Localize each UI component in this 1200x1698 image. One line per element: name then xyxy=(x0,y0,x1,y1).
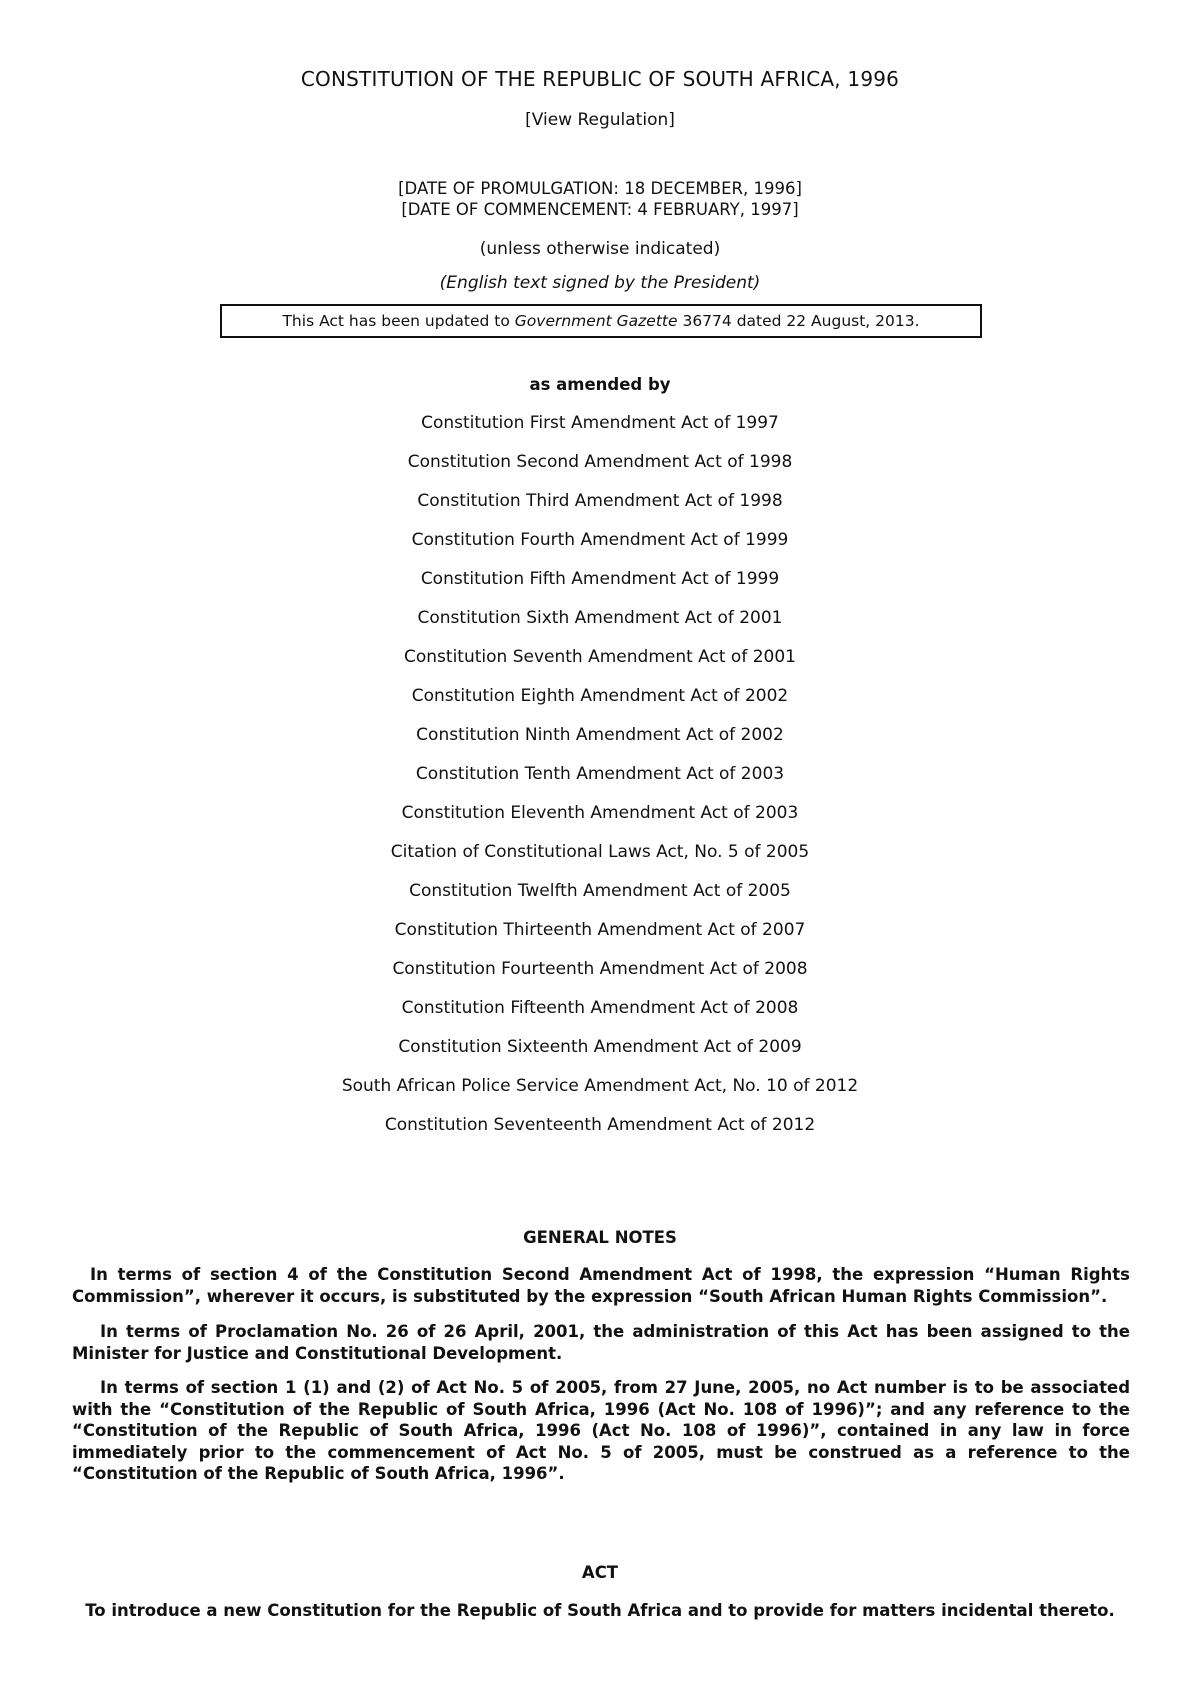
update-notice-suffix: 36774 dated 22 August, 2013. xyxy=(677,312,920,330)
general-note: In terms of section 1 (1) and (2) of Act No. 5 of 2005, from 27 June, 2005, no Act number is to be associated with the “Constitution of the Republic of South Africa, 1996 (Act No. 108 of 1996)”; and any reference to the “Constitution of the Republic of South Africa, 1996 (Act No. 108 of 1996)”, contained in any law in force immediately prior to the commencement of Act No. 5 of 2005, must be construed as a reference to the “Constitution of the Republic of South Africa, 1996”. xyxy=(72,1378,1130,1483)
view-regulation-link[interactable]: [View Regulation] xyxy=(525,110,675,130)
amendment-item: Constitution Second Amendment Act of 1998 xyxy=(407,452,793,472)
document-title: CONSTITUTION OF THE REPUBLIC OF SOUTH AFRICA, 1996 xyxy=(300,67,900,91)
amendment-item: Constitution Fifteenth Amendment Act of 2008 xyxy=(401,998,799,1018)
update-notice-prefix: This Act has been updated to xyxy=(282,312,515,330)
amended-by-heading: as amended by xyxy=(529,375,671,394)
gazette-name: Government Gazette xyxy=(514,312,678,330)
amendment-item: Constitution Twelfth Amendment Act of 2005 xyxy=(409,881,791,901)
amendment-item: Constitution Tenth Amendment Act of 2003 xyxy=(415,764,785,784)
amendment-item: Constitution Sixteenth Amendment Act of 2009 xyxy=(398,1037,802,1057)
amendment-item: Constitution Eleventh Amendment Act of 2003 xyxy=(401,803,799,823)
amendment-item: South African Police Service Amendment Act, No. 10 of 2012 xyxy=(341,1076,859,1096)
unless-note: (unless otherwise indicated) xyxy=(479,239,721,259)
promulgation-date: [DATE OF PROMULGATION: 18 DECEMBER, 1996] xyxy=(398,179,802,198)
amendment-item: Constitution Seventeenth Amendment Act of 2012 xyxy=(384,1115,816,1135)
amendment-list xyxy=(0,413,1200,1154)
amendment-item: Constitution Third Amendment Act of 1998 xyxy=(417,491,783,511)
act-long-title: To introduce a new Constitution for the Republic of South Africa and to provide for matters incidental thereto. xyxy=(85,1601,1115,1620)
amendment-item: Constitution Fourth Amendment Act of 1999 xyxy=(411,530,789,550)
amendment-item: Citation of Constitutional Laws Act, No. 5 of 2005 xyxy=(390,842,810,862)
amendment-item: Constitution Seventh Amendment Act of 2001 xyxy=(404,647,796,667)
update-notice-box xyxy=(220,304,982,338)
general-notes-heading: GENERAL NOTES xyxy=(523,1228,677,1247)
amendment-item: Constitution Fourteenth Amendment Act of 2008 xyxy=(392,959,808,979)
amendment-item: Constitution First Amendment Act of 1997 xyxy=(421,413,779,433)
amendment-item: Constitution Sixth Amendment Act of 2001 xyxy=(417,608,783,628)
general-note: In terms of Proclamation No. 26 of 26 April, 2001, the administration of this Act has been assigned to the Minister for Justice and Constitutional Development. xyxy=(72,1322,1130,1363)
act-heading: ACT xyxy=(581,1563,619,1582)
general-note: In terms of section 4 of the Constitution Second Amendment Act of 1998, the expression “Human Rights Commission”, wherever it occurs, is substituted by the expression “South African Human Rights Commission”. xyxy=(72,1265,1130,1306)
amendment-item: Constitution Ninth Amendment Act of 2002 xyxy=(416,725,784,745)
commencement-date: [DATE OF COMMENCEMENT: 4 FEBRUARY, 1997] xyxy=(401,200,799,219)
amendment-item: Constitution Fifth Amendment Act of 1999 xyxy=(420,569,780,589)
amendment-item: Constitution Eighth Amendment Act of 2002 xyxy=(411,686,789,706)
signed-note: (English text signed by the President) xyxy=(439,273,761,293)
amendment-item: Constitution Thirteenth Amendment Act of 2007 xyxy=(394,920,806,940)
